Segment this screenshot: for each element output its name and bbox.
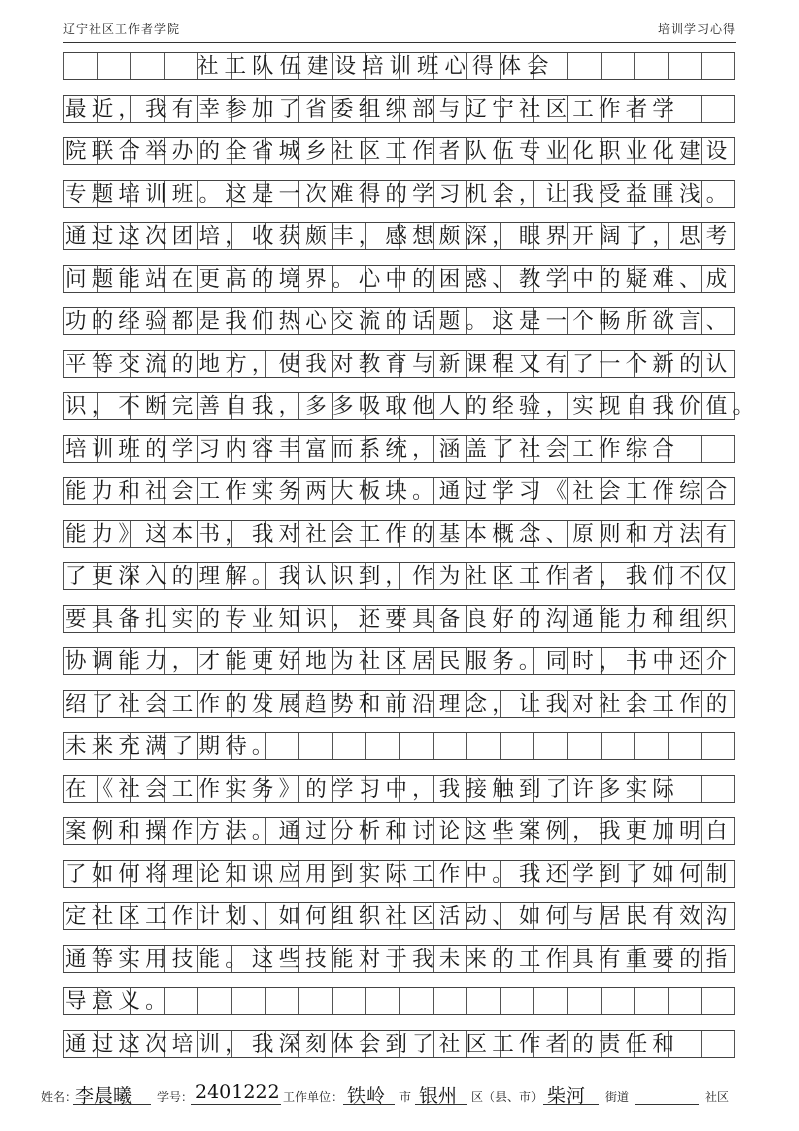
cell-divider (63, 818, 64, 844)
essay-title: 社工队伍建设培训班心得体会 (197, 54, 555, 79)
cell-divider (63, 181, 64, 207)
student-id-underline (191, 1104, 281, 1105)
cell-divider (97, 53, 98, 79)
line-text: 问题能站在更高的境界。心中的困惑、教学中的疑难、成 (65, 266, 733, 292)
text-line (63, 95, 735, 135)
cell-divider (601, 988, 602, 1014)
cell-divider (130, 53, 131, 79)
cell-divider (63, 903, 64, 929)
cell-divider (734, 351, 735, 377)
cell-divider (433, 733, 434, 759)
community-label: 社区 (705, 1090, 730, 1104)
cell-divider (734, 138, 735, 164)
cell-divider (466, 733, 467, 759)
cell-divider (63, 691, 64, 717)
cell-divider (63, 266, 64, 292)
cell-divider (734, 988, 735, 1014)
text-line (63, 732, 735, 772)
cell-divider (63, 606, 64, 632)
cell-divider (365, 733, 366, 759)
cell-divider (63, 563, 64, 589)
text-line (63, 775, 735, 815)
cell-divider (63, 308, 64, 334)
cell-divider (63, 96, 64, 122)
cell-divider (734, 266, 735, 292)
cell-divider (734, 478, 735, 504)
cell-divider (634, 988, 635, 1014)
line-text: 功的经验都是我们热心交流的话题。这是一个畅所欲言、 (65, 309, 733, 334)
cell-divider (634, 53, 635, 79)
cell-divider (399, 733, 400, 759)
text-line (63, 945, 735, 985)
cell-divider (63, 733, 64, 759)
cell-divider (399, 988, 400, 1014)
line-text: 定社区工作计划、如何组织社区活动、如何与居民有效沟 (65, 904, 733, 929)
text-line (63, 1030, 735, 1070)
cell-divider (701, 53, 702, 79)
cell-divider (567, 988, 568, 1014)
cell-divider (500, 733, 501, 759)
city-underline (343, 1104, 395, 1105)
cell-divider (500, 988, 501, 1014)
text-line (63, 817, 735, 857)
cell-divider (466, 988, 467, 1014)
cell-divider (63, 861, 64, 887)
city-label: 市 (399, 1090, 412, 1104)
cell-divider (734, 96, 735, 122)
line-text: 导意义。 (65, 989, 172, 1014)
line-text: 要具备扎实的专业知识，还要具备良好的沟通能力和组织 (65, 606, 733, 632)
line-text: 在《社会工作实务》的学习中，我接触到了许多实际 (65, 776, 680, 802)
cell-divider (734, 223, 735, 249)
cell-divider (734, 733, 735, 759)
cell-divider (601, 733, 602, 759)
cell-divider (533, 733, 534, 759)
text-line (63, 477, 735, 517)
cell-divider (63, 53, 64, 79)
cell-divider (63, 648, 64, 674)
cell-divider (734, 606, 735, 632)
cell-divider (63, 521, 64, 547)
text-line (63, 647, 735, 687)
line-text: 协调能力，才能更好地为社区居民服务。同时，书中还介 (65, 649, 733, 674)
name-value: 李晨曦 (75, 1085, 133, 1107)
cell-divider (701, 733, 702, 759)
cell-divider (668, 988, 669, 1014)
cell-divider (63, 138, 64, 164)
cell-divider (298, 733, 299, 759)
text-line (63, 222, 735, 262)
line-text: 了如何将理论知识应用到实际工作中。我还学到了如何制 (65, 861, 733, 887)
work-unit-label: 工作单位： (283, 1090, 344, 1104)
cell-divider (265, 988, 266, 1014)
cell-divider (734, 308, 735, 334)
manuscript-grid (63, 52, 760, 1074)
student-info-footer (41, 1080, 736, 1108)
text-line (63, 265, 735, 305)
line-text: 未来充满了期待。 (65, 734, 279, 759)
student-id-value: 2401222 (195, 1081, 280, 1103)
text-line (63, 350, 735, 390)
line-text: 最近，我有幸参加了省委组织部与辽宁社区工作者学 (65, 96, 680, 122)
district-underline (415, 1104, 467, 1105)
text-line (63, 137, 735, 177)
cell-divider (734, 946, 735, 972)
cell-divider (533, 988, 534, 1014)
line-text: 了更深入的理解。我认识到，作为社区工作者，我们不仅 (65, 564, 733, 589)
cell-divider (701, 96, 702, 122)
district-label: 区（县、市） (471, 1090, 544, 1104)
cell-divider (601, 53, 602, 79)
cell-divider (701, 436, 702, 462)
cell-divider (567, 53, 568, 79)
street-value: 柴河 (547, 1085, 586, 1107)
cell-divider (63, 393, 64, 419)
cell-divider (63, 1031, 64, 1057)
cell-divider (734, 648, 735, 674)
cell-divider (734, 691, 735, 717)
cell-divider (734, 436, 735, 462)
title-row (63, 52, 735, 92)
text-line (63, 180, 735, 220)
line-text: 院联合举办的全省城乡社区工作者队伍专业化职业化建设 (65, 139, 733, 164)
cell-divider (63, 436, 64, 462)
text-line (63, 690, 735, 730)
cell-divider (734, 53, 735, 79)
street-underline (543, 1104, 599, 1105)
cell-divider (63, 988, 64, 1014)
line-text: 通过这次团培，收获颇丰，感想颇深，眼界开阔了，思考 (65, 224, 733, 249)
cell-divider (164, 53, 165, 79)
cell-divider (63, 478, 64, 504)
line-text: 通等实用技能。这些技能对于我未来的工作具有重要的指 (65, 946, 733, 972)
community-underline (635, 1104, 699, 1105)
line-text: 绍了社会工作的发展趋势和前沿理念，让我对社会工作的 (65, 691, 733, 717)
street-label: 街道 (605, 1090, 630, 1104)
cell-divider (63, 223, 64, 249)
cell-divider (734, 818, 735, 844)
cell-divider (734, 776, 735, 802)
cell-divider (63, 776, 64, 802)
cell-divider (63, 946, 64, 972)
cell-divider (734, 861, 735, 887)
text-line (63, 392, 760, 432)
cell-divider (231, 988, 232, 1014)
line-text: 案例和操作方法。通过分析和讨论这些案例，我更加明白 (65, 819, 733, 844)
cell-divider (298, 988, 299, 1014)
text-line (63, 562, 735, 602)
line-text: 通过这次培训，我深刻体会到了社区工作者的责任和 (65, 1031, 680, 1057)
district-value: 银州 (419, 1085, 458, 1107)
student-id-label: 学号： (157, 1090, 194, 1104)
cell-divider (433, 988, 434, 1014)
cell-divider (734, 1031, 735, 1057)
cell-divider (63, 351, 64, 377)
cell-divider (668, 53, 669, 79)
text-line (63, 605, 735, 645)
cell-divider (734, 903, 735, 929)
cell-divider (197, 988, 198, 1014)
text-line (63, 307, 735, 347)
cell-divider (734, 521, 735, 547)
text-line (63, 987, 735, 1027)
name-label: 姓名： (41, 1090, 78, 1104)
cell-divider (668, 733, 669, 759)
line-text: 专题培训班。这是一次难得的学习机会，让我受益匪浅。 (65, 181, 733, 207)
name-underline (73, 1104, 151, 1105)
school-name: 辽宁社区工作者学院 (63, 22, 181, 36)
cell-divider (734, 181, 735, 207)
cell-divider (734, 563, 735, 589)
line-text: 培训班的学习内容丰富而系统，涵盖了社会工作综合 (65, 436, 680, 462)
cell-divider (634, 733, 635, 759)
city-value: 铁岭 (347, 1085, 386, 1107)
text-line (63, 860, 735, 900)
document-type: 培训学习心得 (657, 22, 736, 36)
cell-divider (701, 776, 702, 802)
cell-divider (332, 988, 333, 1014)
line-text: 能力和社会工作实务两大板块。通过学习《社会工作综合 (65, 479, 733, 504)
text-line (63, 520, 735, 560)
header-rule (63, 42, 736, 43)
cell-divider (567, 733, 568, 759)
text-line (63, 435, 735, 475)
line-text: 能力》这本书，我对社会工作的基本概念、原则和方法有 (65, 521, 733, 547)
cell-divider (701, 988, 702, 1014)
cell-divider (365, 988, 366, 1014)
cell-divider (332, 733, 333, 759)
text-line (63, 902, 735, 942)
line-text: 识，不断完善自我，多多吸取他人的经验，实现自我价值。 (65, 394, 760, 419)
page-header (63, 18, 736, 38)
line-text: 平等交流的地方，使我对教育与新课程又有了一个新的认 (65, 351, 733, 377)
cell-divider (701, 1031, 702, 1057)
